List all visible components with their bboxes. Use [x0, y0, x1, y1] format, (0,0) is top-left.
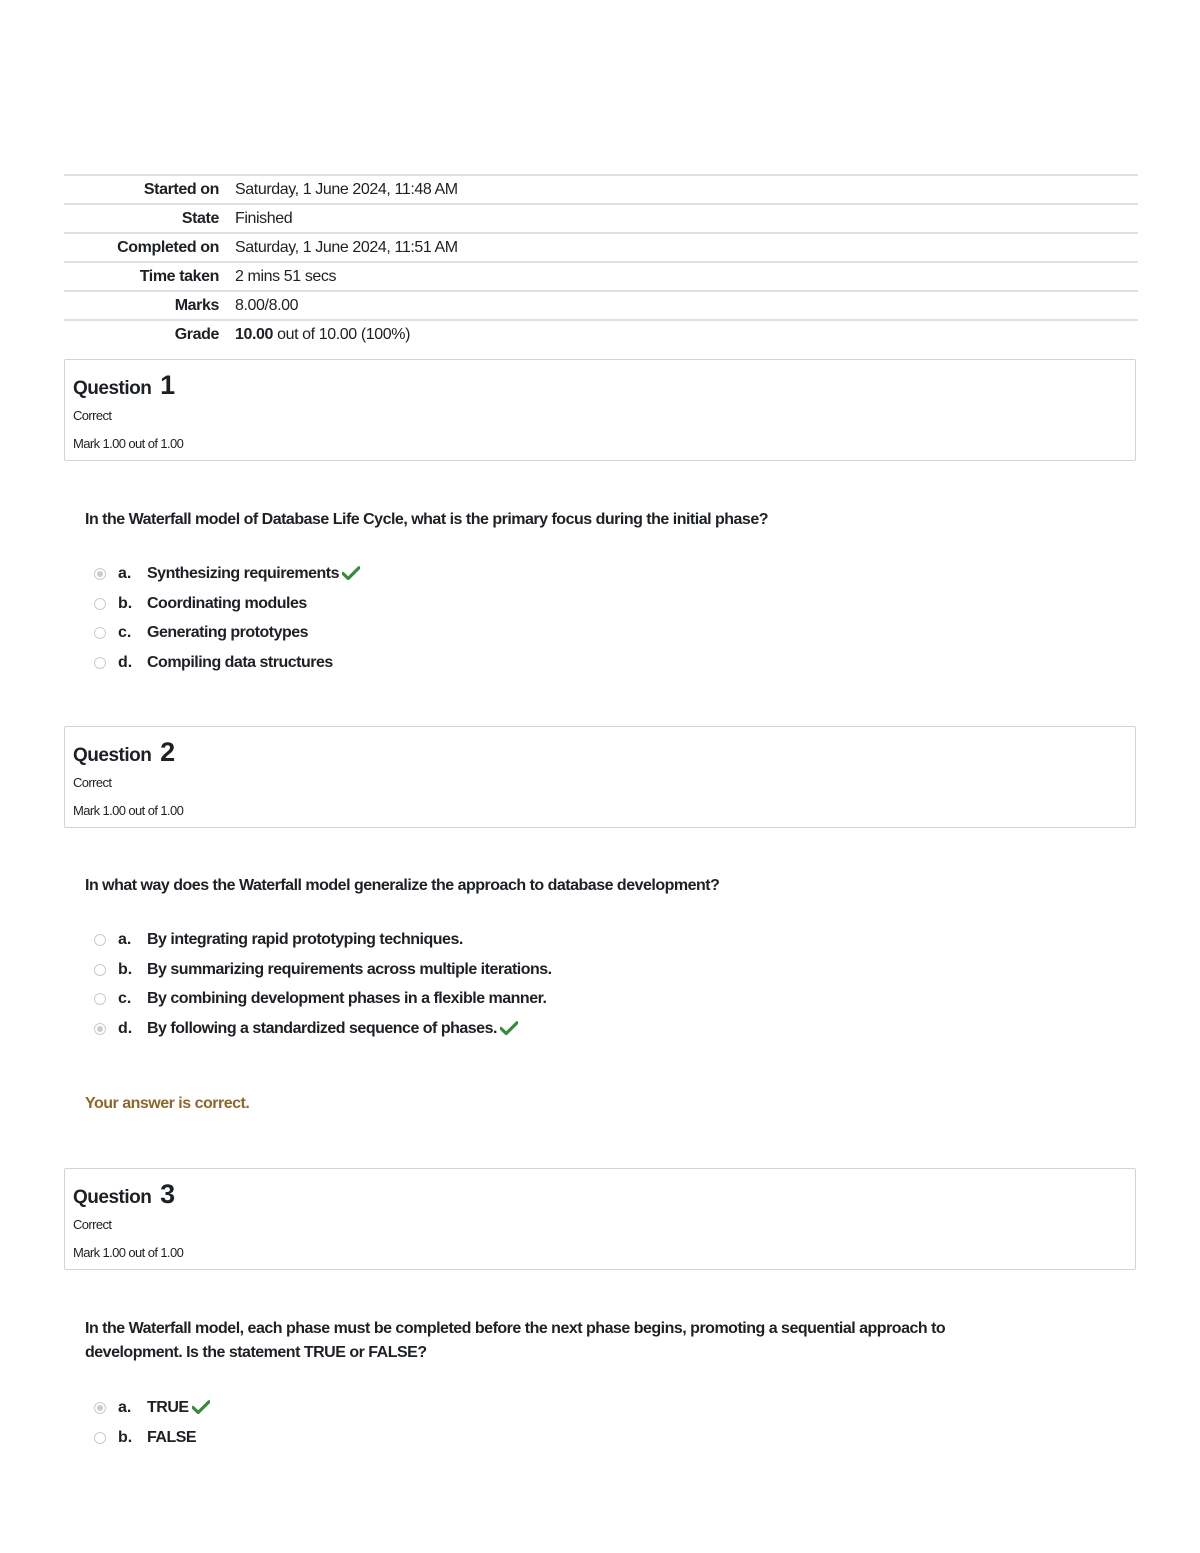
radio-icon[interactable]: [94, 1432, 106, 1444]
check-icon: [192, 1400, 210, 1420]
question-number: 1: [160, 370, 175, 400]
question-text: In the Waterfall model, each phase must be completed before the next phase begins, promoting a sequential approach to development. Is the statement TRUE or FALSE?: [85, 1320, 946, 1361]
radio-icon[interactable]: [94, 598, 106, 610]
question-grade: Mark 1.00 out of 1.00: [73, 436, 184, 451]
answer-list: [94, 932, 994, 1050]
summary-row-state: [64, 204, 1138, 233]
answer-option[interactable]: [94, 991, 994, 1021]
question-state: Correct: [73, 775, 112, 790]
answer-letter: a.: [118, 1399, 132, 1416]
summary-row-marks: [64, 291, 1138, 320]
answer-letter: b.: [118, 594, 133, 612]
question-grade: Mark 1.00 out of 1.00: [73, 1245, 184, 1260]
answer-option[interactable]: [94, 1430, 994, 1460]
answer-text: [147, 1019, 518, 1041]
answer-letter: c.: [118, 990, 132, 1007]
summary-label: Time taken: [139, 268, 219, 285]
radio-icon[interactable]: [94, 657, 106, 669]
answer-letter: c.: [118, 624, 132, 641]
summary-value: 8.00/8.00: [235, 297, 299, 314]
answer-letter: a.: [118, 931, 132, 948]
answer-option[interactable]: [94, 596, 994, 626]
answer-label: By summarizing requirements across multiple iterations.: [147, 960, 552, 978]
question-info-box: [64, 726, 1136, 828]
question-heading: [73, 1179, 175, 1210]
answer-label: Generating prototypes: [147, 624, 309, 641]
answer-letter: a.: [118, 565, 132, 582]
check-icon: [500, 1021, 518, 1041]
answer-label: Synthesizing requirements: [147, 565, 339, 582]
question-heading-label: Question: [73, 1187, 152, 1208]
answer-letter: d.: [118, 1019, 133, 1037]
radio-checked-icon[interactable]: [94, 568, 106, 580]
summary-label: Completed on: [117, 239, 219, 256]
question-info-box: [64, 359, 1136, 461]
answer-option[interactable]: [94, 932, 994, 962]
question-grade: Mark 1.00 out of 1.00: [73, 803, 184, 818]
answer-list: [94, 566, 994, 684]
answer-label: By following a standardized sequence of phases.: [147, 1019, 497, 1037]
radio-checked-icon[interactable]: [94, 1402, 106, 1414]
question-heading-label: Question: [73, 745, 152, 766]
attempt-summary-table: [64, 174, 1138, 348]
summary-value: Finished: [235, 210, 293, 227]
grade-value-bold: 10.00: [235, 326, 274, 343]
summary-row-time-taken: [64, 262, 1138, 291]
question-text: In the Waterfall model of Database Life Cycle, what is the primary focus during the initial phase?: [85, 511, 768, 528]
check-icon: [342, 566, 360, 586]
summary-row-grade: [64, 320, 1138, 348]
answer-text: [147, 564, 360, 586]
question-number: 2: [160, 737, 175, 767]
answer-letter: d.: [118, 653, 133, 671]
answer-option[interactable]: [94, 566, 994, 596]
answer-label: FALSE: [147, 1428, 197, 1446]
answer-option[interactable]: [94, 625, 994, 655]
answer-option[interactable]: [94, 1400, 994, 1430]
summary-value: Saturday, 1 June 2024, 11:51 AM: [235, 239, 458, 256]
question-number: 3: [160, 1179, 175, 1209]
answer-text: [147, 1398, 210, 1420]
answer-letter: b.: [118, 1428, 133, 1446]
radio-icon[interactable]: [94, 627, 106, 639]
answer-label: By integrating rapid prototyping techniques.: [147, 931, 463, 948]
summary-label: State: [181, 210, 219, 227]
radio-icon[interactable]: [94, 993, 106, 1005]
question-heading: [73, 370, 175, 401]
summary-value: Saturday, 1 June 2024, 11:48 AM: [235, 181, 458, 198]
question-heading: [73, 737, 175, 768]
summary-value: [235, 320, 1138, 348]
radio-icon[interactable]: [94, 934, 106, 946]
answer-option[interactable]: [94, 1021, 994, 1051]
question-info-box: [64, 1168, 1136, 1270]
summary-row-started: [64, 175, 1138, 204]
answer-label: By combining development phases in a flexible manner.: [147, 990, 547, 1007]
answer-option[interactable]: [94, 962, 994, 992]
answer-letter: b.: [118, 960, 133, 978]
radio-icon[interactable]: [94, 964, 106, 976]
question-text: In what way does the Waterfall model generalize the approach to database development?: [85, 877, 720, 894]
answer-label: Coordinating modules: [147, 594, 307, 612]
question-state: Correct: [73, 408, 112, 423]
question-state: Correct: [73, 1217, 112, 1232]
answer-option[interactable]: [94, 655, 994, 685]
answer-list: [94, 1400, 994, 1459]
summary-value: 2 mins 51 secs: [235, 268, 337, 285]
summary-label: Started on: [143, 181, 219, 198]
feedback-correct: Your answer is correct.: [85, 1095, 250, 1112]
summary-label: Grade: [174, 326, 219, 343]
answer-label: Compiling data structures: [147, 653, 333, 671]
question-heading-label: Question: [73, 378, 152, 399]
answer-label: TRUE: [147, 1399, 189, 1416]
summary-row-completed: [64, 233, 1138, 262]
radio-checked-icon[interactable]: [94, 1023, 106, 1035]
grade-value-rest: out of 10.00 (100%): [273, 326, 411, 343]
summary-label: Marks: [174, 297, 219, 314]
